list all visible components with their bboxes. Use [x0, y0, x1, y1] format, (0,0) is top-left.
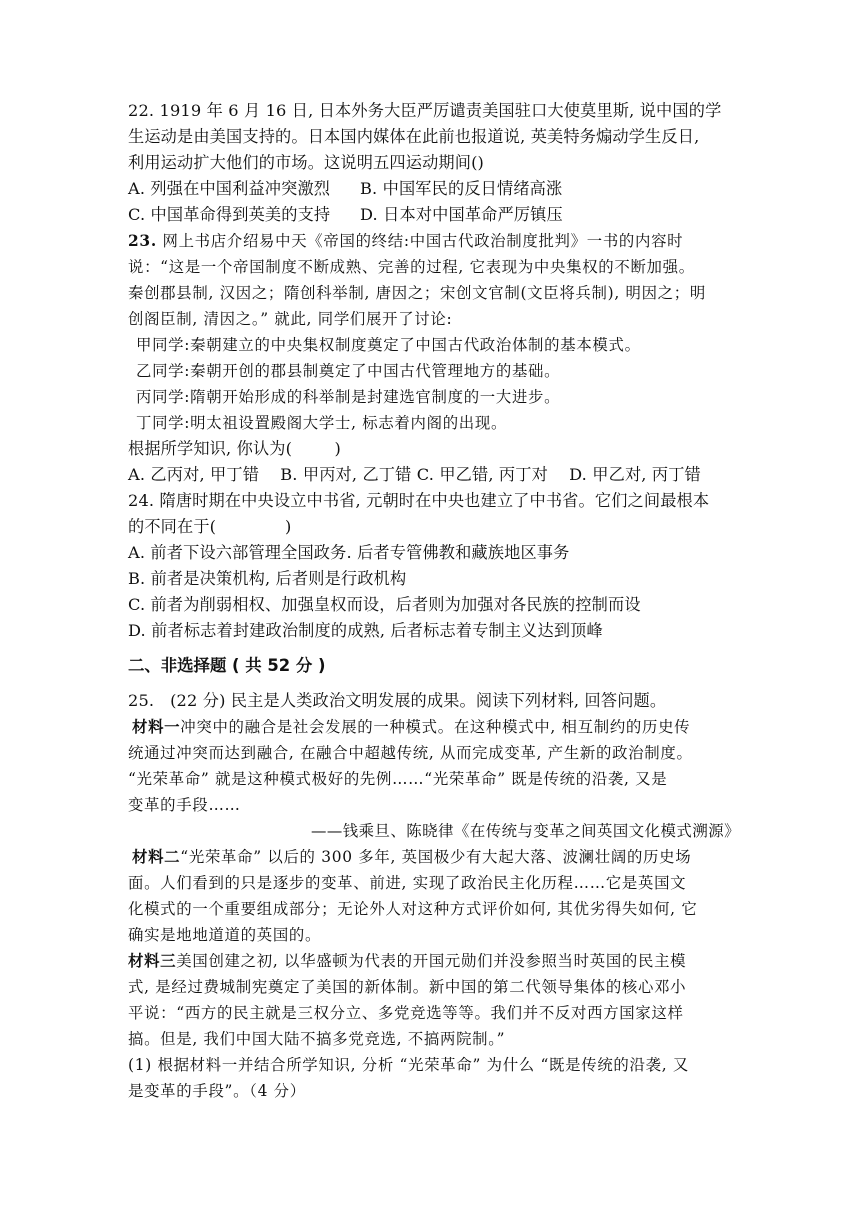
material-1-text: 冲突中的融合是社会发展的一种模式。在这种模式中, 相互制约的历史传 — [180, 718, 691, 736]
material-2-line: 确实是地地道道的英国的。 — [128, 926, 322, 944]
q23-stem-text: 网上书店介绍易中天《帝国的终结:中国古代政治制度批判》一书的内容时 — [162, 232, 684, 250]
material-3-line: 式, 是经过费城制宪奠定了美国的新体制。新中国的第二代领导集体的核心邓小 — [128, 978, 687, 996]
q25-subquestion-1: 是变革的手段”。（4 分） — [128, 1082, 306, 1100]
material-2-line: 面。人们看到的只是逐步的变革、前进, 实现了政治民主化历程……它是英国文 — [128, 874, 687, 892]
q22-stem-line: 22. 1919 年 6 月 16 日, 日本外务大臣严厉谴责美国驻口大使莫里斯, 说中国的学 — [128, 101, 722, 120]
q23-student-d: 丁同学:明太祖设置殿阁大学士, 标志着内阁的出现。 — [136, 414, 508, 432]
q23-options: A. 乙丙对, 甲丁错 B. 甲丙对, 乙丁错 C. 甲乙错, 丙丁对 D. 甲乙对, 丙丁错 — [128, 465, 701, 484]
q24-stem-line: 的不同在于( ) — [128, 517, 292, 536]
material-1-source: ——钱乘旦、陈晓律《在传统与变革之间英国文化模式溯源》 — [310, 822, 740, 840]
q22-options-row — [128, 176, 740, 202]
q24-option-b: B. 前者是决策机构, 后者则是行政机构 — [128, 569, 407, 588]
q23-student-b: 乙同学:秦朝开创的郡县制奠定了中国古代管理地方的基础。 — [136, 362, 561, 380]
q22-option-c: C. 中国革命得到英美的支持 — [128, 205, 331, 224]
q23-stem-line: 创阁臣制, 清因之。” 就此, 同学们展开了讨论: — [128, 310, 453, 328]
q22-options-row — [128, 202, 740, 228]
q22-stem-line: 生运动是由美国支持的。日本国内媒体在此前也报道说, 英美特务煽动学生反日, — [128, 127, 700, 146]
q23-student-c: 丙同学:隋朝开始形成的科举制是封建选官制度的一大进步。 — [136, 388, 561, 406]
q22-option-d: D. 日本对中国革命严厉镇压 — [360, 205, 563, 224]
q23-stem-line — [128, 228, 740, 254]
question-25 — [128, 688, 740, 1104]
q23-student-a: 甲同学:秦朝建立的中央集权制度奠定了中国古代政治体制的基本模式。 — [136, 336, 641, 354]
material-1-line — [128, 714, 740, 740]
q24-option-a: A. 前者下设六部管理全国政务. 后者专管佛教和藏族地区事务 — [128, 543, 570, 562]
question-24 — [128, 488, 740, 644]
q23-prompt: 根据所学知识, 你认为( ) — [128, 439, 341, 458]
material-3-line: 搞。但是, 我们中国大陆不搞多党竞选, 不搞两院制。” — [128, 1030, 506, 1048]
q25-intro: 25. (22 分) 民主是人类政治文明发展的成果。阅读下列材料, 回答问题。 — [128, 691, 667, 710]
material-3-label: 材料三 — [128, 952, 177, 970]
material-1-line: 统通过冲突而达到融合, 在融合中超越传统, 从而完成变革, 产生新的政治制度。 — [128, 744, 693, 762]
section-heading: 二、非选择题 ( 共 52 分 ) — [128, 656, 326, 675]
q22-option-b: B. 中国军民的反日情绪高涨 — [360, 179, 563, 198]
material-3-line — [128, 948, 740, 974]
material-3-line: 平说：“西方的民主就是三权分立、多党竞选等等。我们并不反对西方国家这样 — [128, 1004, 684, 1022]
exam-page — [128, 98, 740, 1104]
q22-stem-line: 利用运动扩大他们的市场。这说明五四运动期间() — [128, 153, 485, 172]
q23-number: 23. — [128, 232, 157, 250]
q23-stem-line: 秦创郡县制, 汉因之；隋创科举制, 唐因之；宋创文官制(文臣将兵制), 明因之；明 — [128, 284, 706, 302]
q22-option-a: A. 列强在中国利益冲突激烈 — [128, 179, 331, 198]
material-1-line: 变革的手段…… — [128, 796, 241, 814]
q25-subquestion-1: (1) 根据材料一并结合所学知识, 分析 “光荣革命” 为什么 “既是传统的沿袭, 又 — [128, 1056, 689, 1074]
q24-option-d: D. 前者标志着封建政治制度的成熟, 后者标志着专制主义达到顶峰 — [128, 621, 603, 640]
q23-stem-line: 说：“这是一个帝国制度不断成熟、完善的过程, 它表现为中央集权的不断加强。 — [128, 258, 695, 276]
material-1-label: 材料一 — [132, 718, 181, 736]
question-23 — [128, 228, 740, 488]
material-2-line — [128, 844, 740, 870]
question-22 — [128, 98, 740, 228]
material-2-line: 化模式的一个重要组成部分；无论外人对这种方式评价如何, 其优劣得失如何, 它 — [128, 900, 698, 918]
material-2-text: “光荣革命” 以后的 300 多年, 英国极少有大起大落、波澜壮阔的历史场 — [180, 848, 692, 866]
q24-stem-line: 24. 隋唐时期在中央设立中书省, 元朝时在中央也建立了中书省。它们之间最根本 — [128, 491, 710, 510]
q24-option-c: C. 前者为削弱相权、加强皇权而设，后者则为加强对各民族的控制而设 — [128, 595, 641, 614]
material-2-label: 材料二 — [132, 848, 181, 866]
material-3-text: 美国创建之初, 以华盛顿为代表的开国元勋们并没参照当时英国的民主模 — [176, 952, 687, 970]
material-1-line: “光荣革命” 就是这种模式极好的先例……“光荣革命” 既是传统的沿袭, 又是 — [128, 770, 668, 788]
